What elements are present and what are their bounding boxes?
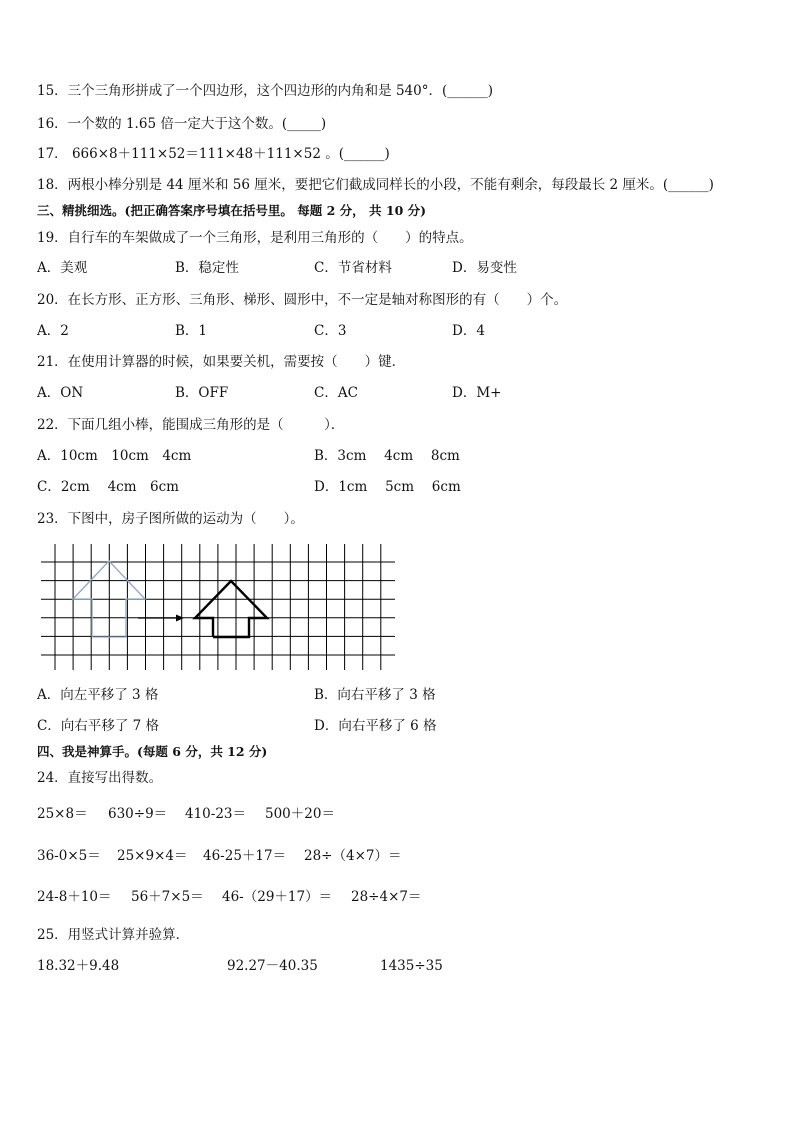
- q22-option-a[interactable]: A．10cm 10cm 4cm: [37, 448, 192, 464]
- translation-arrow-head: [176, 615, 184, 622]
- vertical-calc-item: 92.27－40.35: [227, 958, 318, 974]
- q21-option-a[interactable]: A．ON: [37, 385, 84, 401]
- calc-item: 28÷4×7＝: [351, 889, 422, 905]
- vertical-calc-item: 18.32＋9.48: [37, 958, 120, 974]
- q20-option-c[interactable]: C．3: [314, 323, 347, 339]
- question-15: 15．三个三角形拼成了一个四边形，这个四边形的内角和是 540°．(______): [37, 83, 494, 99]
- q21-option-d[interactable]: D．M+: [452, 385, 502, 401]
- vertical-calc-item: 1435÷35: [380, 958, 443, 974]
- question-24-stem: 24．直接写出得数。: [37, 770, 163, 786]
- calc-item: 630÷9＝: [108, 806, 168, 822]
- q21-option-b[interactable]: B．OFF: [175, 385, 229, 401]
- question-23-stem: 23．下图中，房子图所做的运动为（ ）。: [37, 511, 304, 527]
- q22-option-d[interactable]: D．1cm 5cm 6cm: [314, 479, 461, 495]
- q19-option-d[interactable]: D．易变性: [452, 260, 517, 276]
- question-19-stem: 19．自行车的车架做成了一个三角形，是利用三角形的（ ）的特点。: [37, 230, 473, 246]
- q23-option-c[interactable]: C．向右平移了 7 格: [37, 718, 160, 734]
- calc-item: 56＋7×5＝: [131, 889, 204, 905]
- q20-option-a[interactable]: A．2: [37, 323, 69, 339]
- q23-option-a[interactable]: A．向左平移了 3 格: [37, 687, 159, 703]
- q23-option-d[interactable]: D．向右平移了 6 格: [314, 718, 437, 734]
- house-translation-grid: [37, 544, 399, 672]
- calc-item: 46-25＋17＝: [203, 848, 287, 864]
- q21-option-c[interactable]: C．AC: [314, 385, 358, 401]
- question-22-stem: 22．下面几组小棒，能围成三角形的是（ ）．: [37, 417, 345, 433]
- moved-house-outline: [195, 581, 267, 637]
- question-25-stem: 25．用竖式计算并验算．: [37, 927, 190, 943]
- q23-option-b[interactable]: B．向右平移了 3 格: [314, 687, 436, 703]
- calc-item: 25×8＝: [37, 806, 88, 822]
- calc-item: 36-0×5＝: [37, 848, 101, 864]
- calc-item: 25×9×4＝: [117, 848, 188, 864]
- q19-option-c[interactable]: C．节省材料: [314, 260, 392, 276]
- q20-option-b[interactable]: B．1: [175, 323, 208, 339]
- calc-item: 46-（29＋17）＝: [222, 889, 333, 905]
- question-21-stem: 21．在使用计算器的时候，如果要关机，需要按（ ）键．: [37, 354, 406, 370]
- calc-item: 500＋20＝: [265, 806, 335, 822]
- q19-option-b[interactable]: B．稳定性: [175, 260, 239, 276]
- question-20-stem: 20．在长方形、正方形、三角形、梯形、圆形中，不一定是轴对称图形的有（ ）个。: [37, 292, 568, 308]
- question-16: 16．一个数的 1.65 倍一定大于这个数。(_____): [37, 116, 327, 132]
- q22-option-c[interactable]: C．2cm 4cm 6cm: [37, 479, 179, 495]
- section-4-heading: 四、我是神算手。(每题 6 分，共 12 分): [37, 744, 268, 759]
- grid-lines: [41, 544, 395, 672]
- q20-option-d[interactable]: D．4: [452, 323, 485, 339]
- question-17: 17． 666×8＋111×52＝111×48＋111×52 。(______): [37, 146, 390, 162]
- calc-item: 410-23＝: [185, 806, 247, 822]
- section-3-heading: 三、精挑细选。(把正确答案序号填在括号里。 每题 2 分， 共 10 分): [37, 203, 427, 218]
- calc-item: 24-8＋10＝: [37, 889, 112, 905]
- q22-option-b[interactable]: B．3cm 4cm 8cm: [314, 448, 460, 464]
- question-18: 18．两根小棒分别是 44 厘米和 56 厘米，要把它们截成同样长的小段，不能有剩余，每段最长 2 厘米。(______): [37, 177, 714, 193]
- q19-option-a[interactable]: A．美观: [37, 260, 88, 276]
- calc-item: 28÷（4×7）＝: [304, 848, 402, 864]
